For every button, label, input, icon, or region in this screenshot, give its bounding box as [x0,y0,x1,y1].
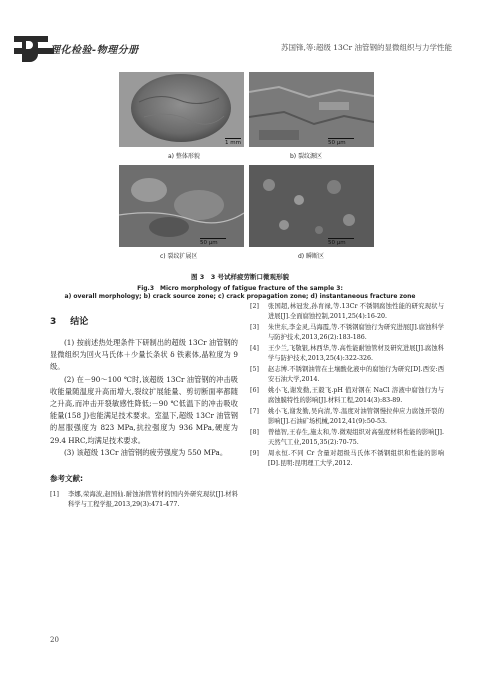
reference-number: [9] [250,450,259,457]
reference-number: [7] [250,408,259,415]
scale-bar-c: 50 μm [200,240,226,246]
references-heading: 参考文献: [50,474,83,484]
right-column [250,302,444,470]
page-number: 20 [50,636,59,644]
reference-text: 周永恒.不同 Cr 含量对超级马氏体不锈钢组织和性能的影响[D].昆明:昆明理工大学,2012. [268,450,444,467]
conclusion-paragraph-2: (2) 在－90～100 ℃时,该超级 13Cr 油管钢的冲击吸收能量随温度升高而增大,裂纹扩展能量、剪切断面率都随之升高,而冲击开裂敏感性降低;－90 ℃低温下的冲击吸收能量(158 J)也能满足技术要求。室温下,超级 13Cr 油管钢的屈服强度为 823 MPa,抗拉强度为 936 MPa,硬度为 29.4 HRC,均满足技术要求。 [50,374,238,445]
reference-text: 曾德智,王春生,施太和,等.微观组织对高强度材料性能的影响[J].天然气工业,2015,35(2):70-75. [268,429,444,446]
reference-text: 赵志博.不锈钢油管在土壤酸化液中的腐蚀行为研究[D].西安:西安石油大学,2014. [268,366,444,383]
reference-item [250,449,444,469]
section-heading [50,314,238,327]
figure-panel-d [249,165,374,247]
figure-panel-b [249,72,374,147]
reference-text: 李娜,荣海波,赵国仙.耐蚀油管管材的国内外研究现状[J].材料科学与工程学报,2013,29(3):471-477. [68,491,238,509]
figure-panel-c [119,165,244,247]
reference-text: 姚小飞,谢发勤,吴向清,等.温度对油管钢慢拉伸应力腐蚀开裂的影响[J].石油矿场机械,2012,41(9):50-53. [268,408,444,425]
section-number: 3 [50,317,57,327]
figure-panel-a [119,72,244,147]
left-column [50,310,238,511]
reference-item [250,323,444,343]
logo-p-shape [22,36,38,62]
scale-bar-d: 50 μm [328,240,354,246]
panel-caption-c: c) 裂纹扩展区 [160,253,198,260]
figure-caption-cn: 图 3 3 号试样疲劳断口微观形貌 [190,273,290,281]
scale-bar-a: 1 mm [225,140,241,146]
journal-logo [14,36,164,64]
reference-number: [8] [250,429,259,436]
reference-item [250,407,444,427]
reference-number: [6] [250,387,259,394]
figure-caption-en: Fig.3 Micro morphology of fatigue fracture of the sample 3: [137,285,343,292]
reference-item [250,386,444,406]
reference-text: 姚小飞,谢发勤,王毅飞.pH 值对钢在 NaCl 溶液中腐蚀行为与腐蚀膜特性的影响[J].材料工程,2014(3):83-89. [268,387,444,404]
journal-name: 理化检验-物理分册 [50,45,139,56]
reference-item [250,344,444,364]
reference-text: 王少兰,飞敬银,林西华,等.高性能耐蚀管材及研究进展[J].腐蚀科学与防护技术,2013,25(4):322-326. [268,345,444,362]
reference-item [250,428,444,448]
reference-number: [4] [250,345,259,352]
scale-bar-b: 50 μm [328,140,354,146]
reference-item [250,302,444,322]
reference-number: [5] [250,366,259,373]
conclusion-paragraph-1: (1) 按前述热处理条件下研制出的超级 13Cr 油管钢的显微组织为回火马氏体＋少量长条状 δ 铁素体,晶粒度为 9 级。 [50,338,238,372]
running-head: 苏国锋,等:超级 13Cr 油管钢的显微组织与力学性能 [280,43,452,52]
conclusion-paragraph-3: (3) 该超级 13Cr 油管钢的疲劳强度为 550 MPa。 [64,447,228,457]
figure-caption-en-subpanels: a) overall morphology; b) crack source zone; c) crack propagation zone; d) instantaneous fracture zone [64,293,416,300]
panel-caption-d: d) 瞬断区 [298,253,325,260]
reference-text: 朱世东,李金灵,马海霞,等.不锈钢腐蚀行为研究进展[J].腐蚀科学与防护技术,2013,26(2):183-186. [268,324,444,341]
reference-number: [3] [250,324,259,331]
reference-number: [2] [250,303,259,310]
panel-caption-a: a) 整体形貌 [168,153,200,160]
panel-caption-b: b) 裂纹源区 [290,153,323,160]
reference-text: 张国超,林冠发,孙育禄,等.13Cr 不锈钢腐蚀性能的研究现状与进展[J].全面腐蚀控制,2011,25(4):16-20. [268,303,444,320]
reference-item [50,490,238,510]
reference-item [250,365,444,385]
section-title: 结论 [70,317,89,327]
reference-number: [1] [50,491,59,499]
